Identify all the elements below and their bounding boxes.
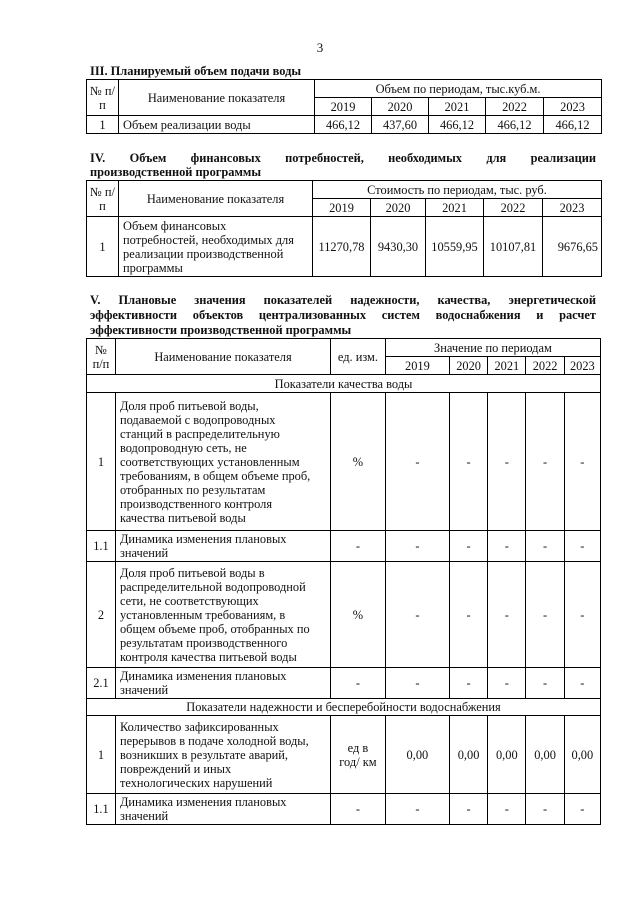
row-num: 2.1 <box>87 668 116 699</box>
year-header: 2019 <box>315 98 372 116</box>
row-num: 1.1 <box>87 531 116 562</box>
table-row <box>87 531 601 562</box>
col-header-period-group: Стоимость по периодам, тыс. руб. <box>313 181 602 199</box>
col-header-name: Наименование показателя <box>115 339 330 375</box>
year-header: 2019 <box>313 199 371 217</box>
section-3-title: III. Планируемый объем подачи воды <box>90 64 302 78</box>
row-value: - <box>564 668 600 699</box>
row-value: - <box>385 668 449 699</box>
year-header: 2021 <box>426 199 484 217</box>
section-3-table <box>86 79 602 134</box>
group-header-reliability: Показатели надежности и бесперебойности водоснабжения <box>87 699 601 716</box>
row-name: Динамика изменения плановых значений <box>115 531 330 562</box>
row-value: 466,12 <box>429 116 486 134</box>
row-value: 0,00 <box>488 716 526 794</box>
row-name: Количество зафиксированных перерывов в подаче холодной воды, возникших в результате аварий, повреждений и иных технологических нарушений <box>115 716 330 794</box>
year-header: 2022 <box>484 199 543 217</box>
row-value: 10559,95 <box>426 217 484 277</box>
row-value: - <box>526 562 564 668</box>
row-value: - <box>564 794 600 825</box>
row-num: 1 <box>87 393 116 531</box>
row-value: 11270,78 <box>313 217 371 277</box>
row-value: - <box>488 393 526 531</box>
row-unit: % <box>331 562 386 668</box>
row-value: - <box>488 668 526 699</box>
row-value: - <box>488 562 526 668</box>
row-unit: % <box>331 393 386 531</box>
col-header-num: № п/п <box>87 80 119 116</box>
row-name: Доля проб питьевой воды, подаваемой с водопроводных станций в распределительную водопроводную сеть, не соответствующих установленным требованиям, в общем объеме проб, отобранных по результатам производственного контроля качества питьевой воды <box>115 393 330 531</box>
section-5-table <box>86 338 601 825</box>
col-header-num: № п/п <box>87 181 119 217</box>
row-value: 10107,81 <box>484 217 543 277</box>
row-value: - <box>449 562 487 668</box>
year-header: 2020 <box>372 98 429 116</box>
year-header: 2023 <box>564 357 600 375</box>
page-number: 3 <box>316 40 324 55</box>
year-header: 2023 <box>543 199 602 217</box>
row-value: - <box>385 531 449 562</box>
row-value: 466,12 <box>315 116 372 134</box>
row-value: - <box>526 531 564 562</box>
row-unit: ед в год/ км <box>331 716 386 794</box>
table-row <box>87 668 601 699</box>
row-value: - <box>488 794 526 825</box>
row-unit: - <box>331 794 386 825</box>
row-num: 1 <box>87 217 119 277</box>
section-4-title-line2: производственной программы <box>90 165 262 179</box>
table-row <box>87 393 601 531</box>
row-name: Динамика изменения плановых значений <box>115 668 330 699</box>
row-value: 0,00 <box>526 716 564 794</box>
row-value: - <box>449 794 487 825</box>
table-row <box>87 716 601 794</box>
row-num: 1 <box>87 116 119 134</box>
row-value: - <box>564 531 600 562</box>
group-header-quality: Показатели качества воды <box>87 375 601 393</box>
row-value: - <box>385 794 449 825</box>
row-unit: - <box>331 531 386 562</box>
section-5-title-line1: V. Плановые значения показателей надежности, качества, энергетической <box>90 293 596 307</box>
table-row <box>87 562 601 668</box>
row-value: - <box>449 393 487 531</box>
table-row <box>87 217 602 277</box>
row-value: 9676,65 <box>543 217 602 277</box>
row-name: Доля проб питьевой воды в распределительной водопроводной сети, не соответствующих установленным требованиям, в общем объеме проб, отобранных по результатам производственного контроля качества питьевой воды <box>115 562 330 668</box>
row-value: 437,60 <box>372 116 429 134</box>
table-row <box>87 116 602 134</box>
row-value: - <box>488 531 526 562</box>
row-value: - <box>449 531 487 562</box>
row-name: Динамика изменения плановых значений <box>115 794 330 825</box>
row-value: - <box>526 393 564 531</box>
section-4-table <box>86 180 602 277</box>
row-num: 1 <box>87 716 116 794</box>
year-header: 2021 <box>429 98 486 116</box>
row-value: 0,00 <box>564 716 600 794</box>
table-row <box>87 794 601 825</box>
col-header-unit: ед. изм. <box>331 339 386 375</box>
col-header-num: № п/п <box>87 339 116 375</box>
col-header-name: Наименование показателя <box>119 80 315 116</box>
year-header: 2019 <box>385 357 449 375</box>
row-value: - <box>385 393 449 531</box>
row-value: 0,00 <box>385 716 449 794</box>
row-num: 1.1 <box>87 794 116 825</box>
row-value: - <box>526 794 564 825</box>
row-value: 466,12 <box>486 116 544 134</box>
row-num: 2 <box>87 562 116 668</box>
col-header-period-group: Значение по периодам <box>385 339 600 357</box>
year-header: 2021 <box>488 357 526 375</box>
year-header: 2022 <box>486 98 544 116</box>
row-value: 0,00 <box>449 716 487 794</box>
row-value: - <box>385 562 449 668</box>
row-value: - <box>564 562 600 668</box>
section-4-title-line1: IV. Объем финансовых потребностей, необходимых для реализации <box>90 151 596 165</box>
row-name: Объем реализации воды <box>119 116 315 134</box>
year-header: 2022 <box>526 357 564 375</box>
row-value: - <box>564 393 600 531</box>
col-header-name: Наименование показателя <box>119 181 313 217</box>
section-5-title-line2: эффективности объектов централизованных систем водоснабжения и расчет <box>90 308 596 322</box>
year-header: 2023 <box>544 98 602 116</box>
row-unit: - <box>331 668 386 699</box>
row-value: 466,12 <box>544 116 602 134</box>
row-value: - <box>526 668 564 699</box>
col-header-period-group: Объем по периодам, тыс.куб.м. <box>315 80 602 98</box>
section-5-title-line3: эффективности производственной программы <box>90 323 352 337</box>
row-value: - <box>449 668 487 699</box>
row-value: 9430,30 <box>371 217 426 277</box>
row-name: Объем финансовых потребностей, необходимых для реализации производственной программы <box>119 217 313 277</box>
year-header: 2020 <box>371 199 426 217</box>
year-header: 2020 <box>449 357 487 375</box>
